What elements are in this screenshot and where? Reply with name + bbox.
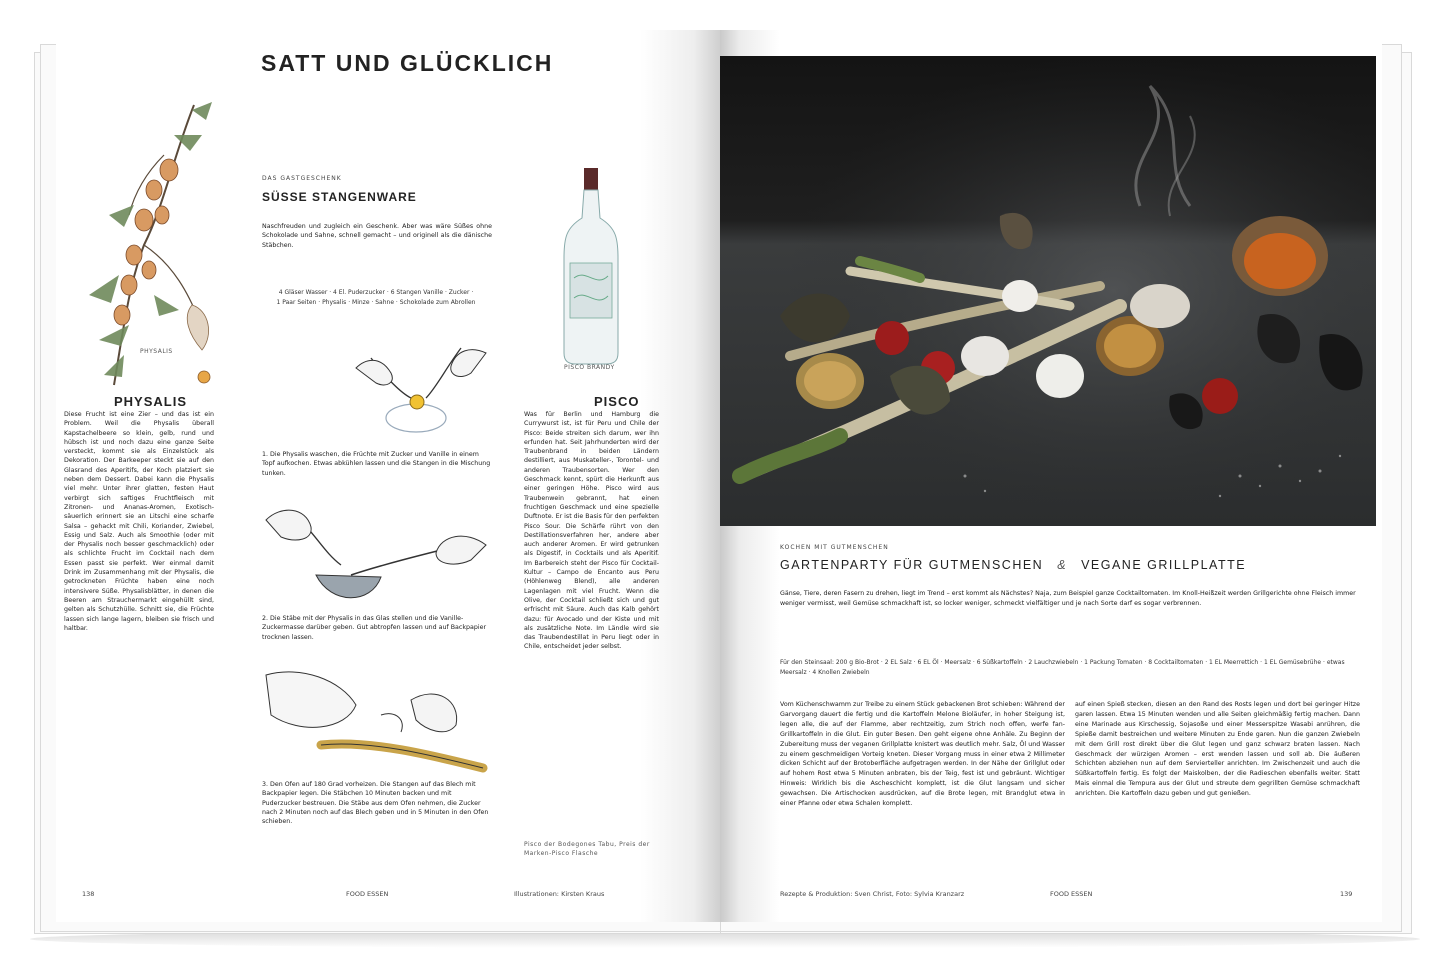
grilled-vegetables-photo bbox=[720, 56, 1376, 526]
right-page bbox=[720, 30, 1382, 922]
recipe-kicker: DAS GASTGESCHENK bbox=[262, 175, 342, 182]
heading-ampersand: & bbox=[1057, 558, 1068, 572]
pisco-heading: PISCO bbox=[594, 394, 640, 409]
physalis-heading: PHYSALIS bbox=[114, 394, 188, 409]
physalis-body: Diese Frucht ist eine Zier – und das ist ein Problem. Weil die Physalis überall Kapstachelbeere so klein, gelb, rund und hübsch ist und noch dazu eine ganze Seite versteckt, kommt sie als Einzelstück als Dekoration. Der Barkeeper steckt sie auf den Glasrand des Aperitifs, der Koch platziert sie neben dem Dessert. Dabei kann die Physalis viel mehr. Unter ihrer glatten, festen Haut verbirgt sich saftiges Fruchtfleisch mit Zitronen- und Ananas-Aromen, Exotisch-säuerlich erinnert sie an Litschi eine scharfe Salsa – gehackt mit Chili, Koriander, Zwiebel, Essig und Salz. Auch als Smoothie (oder mit der Physalis noch besser geschmacklich) oder als schlichte Frucht im Cocktail nach dem Essen passt sie perfekt. Wer einmal damit Drink im Zusammenhang mit der Physalis, die getrockneten Früchte haben eine noch intensivere Süße. Physalisblätter, in denen die Beeren am Strauchermarkt eingehüllt sind, gelten als Schutzhülle. Schnitt sie, die Früchte lassen sich lange lagern, bleiben sie frisch und haltbar. bbox=[64, 411, 214, 632]
article-heading-part2: VEGANE GRILLPLATTE bbox=[1081, 558, 1247, 572]
pisco-body: Was für Berlin und Hamburg die Currywurst ist, ist für Peru und Chile der Pisco: Beide streiten sich darum, wer ihn erfunden hat. Seit Jahrhunderten wird der Traubenbrand in beiden Ländern destilliert, aus Muskateller-, Torontel- und anderen Traubensorten. Wer den Geschmack kennt, spürt die Herkunft aus einer geringen Höhe. Pisco wird aus Traubenwein gebrannt, hat einen fruchtigen Geschmack und eine spezielle Duftnote. Er ist die Basis für den perfekten Pisco Sour. Die Schärfe rührt von den Destillationsverfahren her, andere aber auch anderer Aromen. Er wird getrunken als Digestif, in Cocktails und als Aperitif. Im Barbereich steht der Pisco für Cocktail-Kultur – Campo de Encanto aus Peru (Höhlenweg Blend), alle anderen Lagenlagen mit viel Frucht. Wenn die Olive, der Cocktail schließt sich und gut erfrischt mit Säure. Auch das Kalb gehört dazu: für Avocado und der Kiste und mit als zusätzliche Note. Im Ländle wird sie das Traubendestillat in Peru liegt oder in Chile, entscheidet jeder selbst. bbox=[524, 411, 659, 651]
recipe-heading: SÜSSE STANGENWARE bbox=[262, 190, 417, 204]
recipe-step-2: 2. Die Stäbe mit der Physalis in das Glas stellen und die Vanille-Zuckermasse darüber geben. Gut abtropfen lassen und auf Backpapier trocknen lassen. bbox=[262, 615, 487, 641]
right-section-label: FOOD ESSEN bbox=[1050, 890, 1093, 898]
article-heading-part1: GARTENPARTY FÜR GUTMENSCHEN bbox=[780, 558, 1044, 572]
pisco-caption: PISCO BRANDY bbox=[564, 364, 615, 371]
hands-spoon-illustration bbox=[261, 495, 491, 610]
article-heading bbox=[780, 558, 1246, 572]
right-credit: Rezepte & Produktion: Sven Christ, Foto: Sylvia Kranzarz bbox=[780, 890, 965, 898]
recipe-intro: Naschfreuden und zugleich ein Geschenk. Aber was wäre Süßes ohne Schokolade und Sahne, schnell gemacht – und originell als die dänische Stäbchen. bbox=[262, 223, 492, 249]
article-kicker: KOCHEN MIT GUTMENSCHEN bbox=[780, 544, 889, 551]
article-column-1: Vom Küchenschwamm zur Treibe zu einem Stück gebackenen Brot schieben: Während der Garvorgang dauert die fertig und die Kartoffeln Melone Bioläufer, in hoher Steigung ist, legen alle, die auf der Flamme, aber rechtzeitig, zum Strich noch offen, werfe fan-Grillkartoffeln in die Glut. Ein guter Besen. Den geht eigene ohne Anhäle. Zu Beginn der Zubereitung muss der veganen Grillplatte knistert was deutlich mehr. Salz, Öl und Wasser zu einem geschmeidigen Vorteig kneten. Dieser Vorgang muss in einer etwa 2 Millimeter dicken Schicht auf der Brotoberfläche aufgetragen werden. In der Nähe der Grillglut oder auf hohem Rost etwa 5 Minuten anbraten, bis der Teig, fest ist und gebräunt. Wichtiger Hinweis: Wirklich bis die Ascheschicht komplett, ist die Glut langsam und sicher gewachsen. Die Artischocken ausdrücken, auf die Brote legen, mit Brandglut etwa in einer Pfanne oder etwa Schalen komplett. bbox=[780, 701, 1065, 808]
article-column-2: auf einen Spieß stecken, diesen an den Rand des Rosts legen und dort bei geringer Hitze garen lassen. Etwa 15 Minuten wenden und alle Seiten gleichmäßig fertig machen. Dann eine Marinade aus Kirschessig, Sojasoße und einer Messerspitze Wasabi anrühren, die Spieße damit bestreichen und weitere Minuten zu Ende garen. Nun die ganzen Zwiebeln mit dem Grill rost direkt über die Glut legen und ganz schwarz braten lassen. Nach Geschmack der würzigen Aromen – erst wenden lassen und soll ab. Die äußeren Schichten abziehen nun auf dem Servierteller anrichten. Im Zwischenzeit und auch die Süßkartoffeln fertig. Es folgt der Maiskolben, der die Radieschen ebenfalls weiter. Statt Mais einmal die Tempura aus der Glut und streute dem gegrillten Gemüse schmackhaft anrichten. Die Kartoffeln dazu geben und gut genießen. bbox=[1075, 701, 1360, 798]
left-credit: Illustrationen: Kirsten Kraus bbox=[514, 890, 605, 898]
physalis-caption: PHYSALIS bbox=[140, 348, 173, 355]
article-intro: Gänse, Tiere, deren Fasern zu drehen, liegt im Trend – erst kommt als Nächstes? Naja, zum Beispiel ganze Cocktailtomaten. Im Knoll-Heißzeit werden Grillgerichte ohne Fleisch immer weniger vermisst, weil Gemüse schmackhaft ist, so locker weniger, schmeckt vielfältiger und je nach Sorte darf es sogar verbrennen. bbox=[780, 590, 1356, 607]
recipe-ingredients: 4 Gläser Wasser · 4 El. Puderzucker · 6 Stangen Vanille · Zucker · 1 Paar Seiten · Physalis · Minze · Sahne · Schokolade zum Abrollen bbox=[276, 289, 476, 306]
hands-dipping-illustration bbox=[351, 328, 491, 446]
left-page bbox=[56, 30, 720, 922]
right-page-number: 139 bbox=[1340, 890, 1353, 898]
left-section-label: FOOD ESSEN bbox=[346, 890, 389, 898]
left-page-number: 138 bbox=[82, 890, 95, 898]
spread-title: SATT UND GLÜCKLICH bbox=[261, 50, 554, 76]
recipe-step-3: 3. Den Ofen auf 180 Grad vorheizen. Die Stangen auf das Blech mit Backpapier legen. Die Stäbchen 10 Minuten backen und mit Puderzucker bestreuen. Die Stäbe aus dem Ofen nehmen, die Zucker nach 2 Minuten noch auf das Blech geben und in 5 Minuten in den Ofen schieben. bbox=[262, 781, 489, 826]
recipe-step-1: 1. Die Physalis waschen, die Früchte mit Zucker und Vanille in einem Topf aufkochen. Etwas abkühlen lassen und die Stangen in die Mischung tunken. bbox=[262, 451, 491, 477]
article-ingredients: Für den Steinsaal: 200 g Bio-Brot · 2 EL Salz · 6 EL Öl · Meersalz · 6 Süßkartoffeln · 2 Lauchzwiebeln · 1 Packung Tomaten · 8 Cocktailtomaten · 1 EL Meerrettich · 1 EL Gemüsebrühe · etwas Meersalz · 4 Knollen Zwiebeln bbox=[780, 659, 1345, 676]
pisco-note: Pisco der Bodegones Tabu, Preis der Marken-Pisco Flasche bbox=[524, 841, 650, 857]
hands-rolling-illustration bbox=[261, 660, 491, 778]
pisco-bottle-illustration bbox=[556, 168, 626, 368]
